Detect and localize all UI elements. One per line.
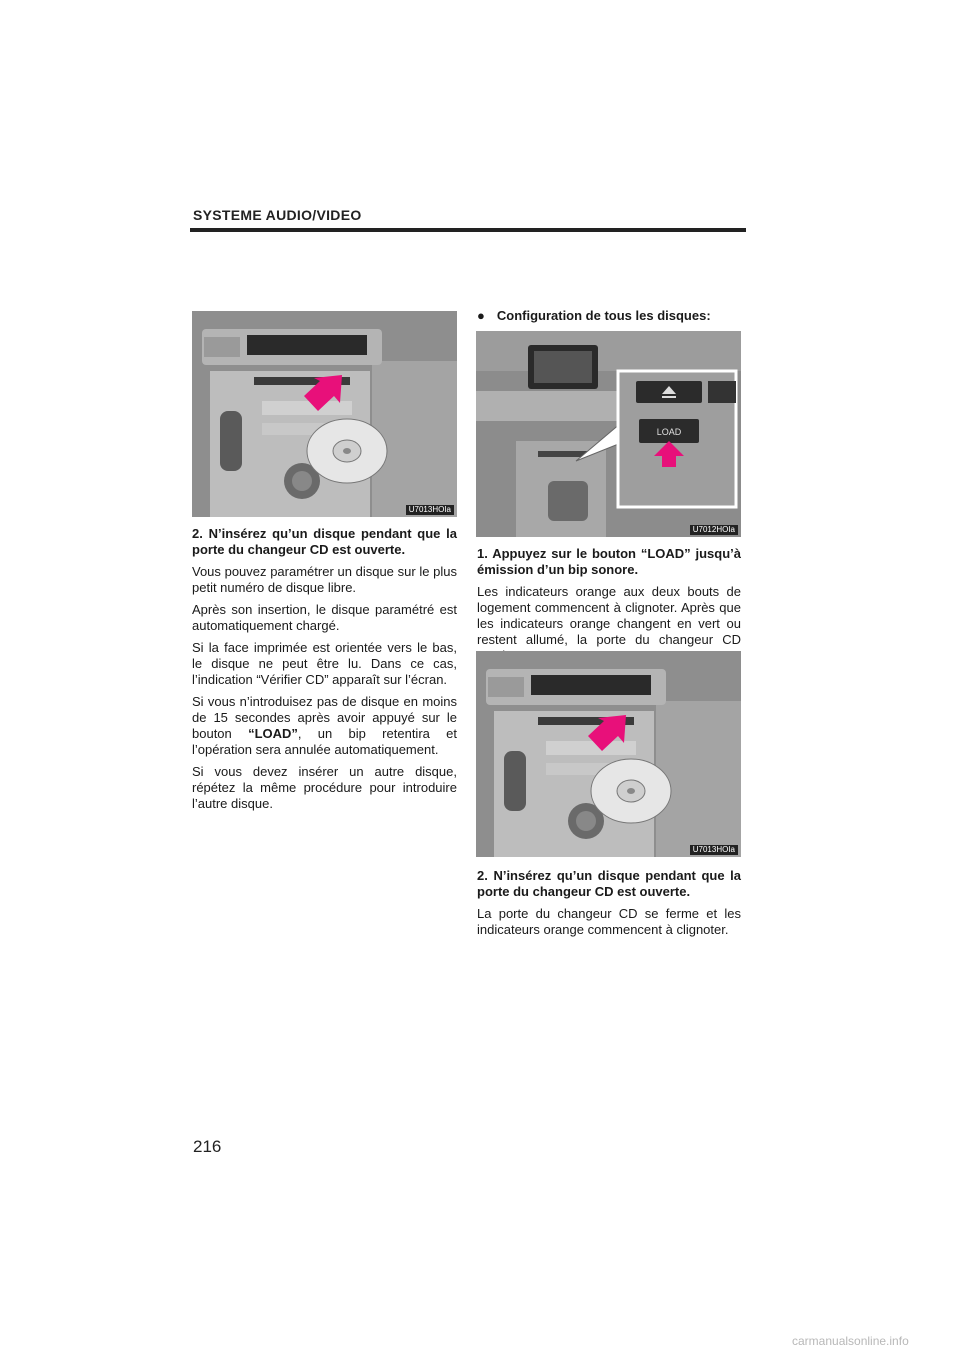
bullet-icon: ● xyxy=(477,308,485,323)
right-step-1: 1. Appuyez sur le bouton “LOAD” jusqu’à émission d’un bip sonore. xyxy=(477,546,741,577)
left-column-text xyxy=(192,526,457,818)
section-title: SYSTEME AUDIO/VIDEO xyxy=(193,207,362,223)
load-button-illustration xyxy=(476,331,741,537)
left-paragraph-4-start: Si vous n’introduisez pas de disque en moins de 15 secondes après avoir appuyé sur le bouton xyxy=(192,694,457,741)
console-illustration xyxy=(192,311,457,517)
left-paragraph-4-end: , un bip retentira et l’opération sera annulée automatiquement. xyxy=(192,726,458,757)
figure-code: U7012HOIa xyxy=(690,525,738,535)
left-paragraph-4 xyxy=(192,694,457,758)
watermark: carmanualsonline.info xyxy=(792,1334,909,1348)
right-step-2: 2. N’insérez qu’un disque pendant que la porte du changeur CD est ouverte. xyxy=(477,868,741,899)
load-button-label: LOAD xyxy=(656,427,682,437)
figure-code: U7013HOIa xyxy=(690,845,738,855)
right-paragraph-1: Les indicateurs orange aux deux bouts de logement commencent à clignoter. Après que les indicateurs orange changent en vert ou restent allumé, la porte du changeur CD xyxy=(477,584,741,647)
figure-code: U7013HOIa xyxy=(406,505,454,515)
page-number: 216 xyxy=(193,1137,222,1156)
load-keyword: “LOAD” xyxy=(248,726,298,741)
figure-load-button xyxy=(476,331,741,537)
left-paragraph-2: Après son insertion, le disque paramétré est automatiquement chargé. xyxy=(192,602,457,633)
bullet-heading xyxy=(477,308,711,323)
left-paragraph-1: Vous pouvez paramétrer un disque sur le plus petit numéro de disque libre. xyxy=(192,564,457,595)
figure-cd-insertion-left xyxy=(192,311,457,517)
right-paragraph-2: La porte du changeur CD se ferme et les indicateurs orange commencent à clignoter. xyxy=(477,906,741,937)
right-column-text-2 xyxy=(477,868,741,944)
left-step-2: 2. N’insérez qu’un disque pendant que la porte du changeur CD est ouverte. xyxy=(192,526,457,557)
left-paragraph-3: Si la face imprimée est orientée vers le bas, le disque ne peut être lu. Dans ce cas, l’indication “Vérifier CD” apparaît sur l’écran. xyxy=(192,640,457,687)
figure-cd-insertion-right xyxy=(476,651,741,857)
bullet-heading-text: Configuration de tous les disques: xyxy=(496,308,711,323)
left-paragraph-5: Si vous devez insérer un autre disque, répétez la même procédure pour introduire l’autre disque. xyxy=(192,764,457,811)
console-illustration xyxy=(476,651,741,857)
header-rule xyxy=(190,228,746,232)
